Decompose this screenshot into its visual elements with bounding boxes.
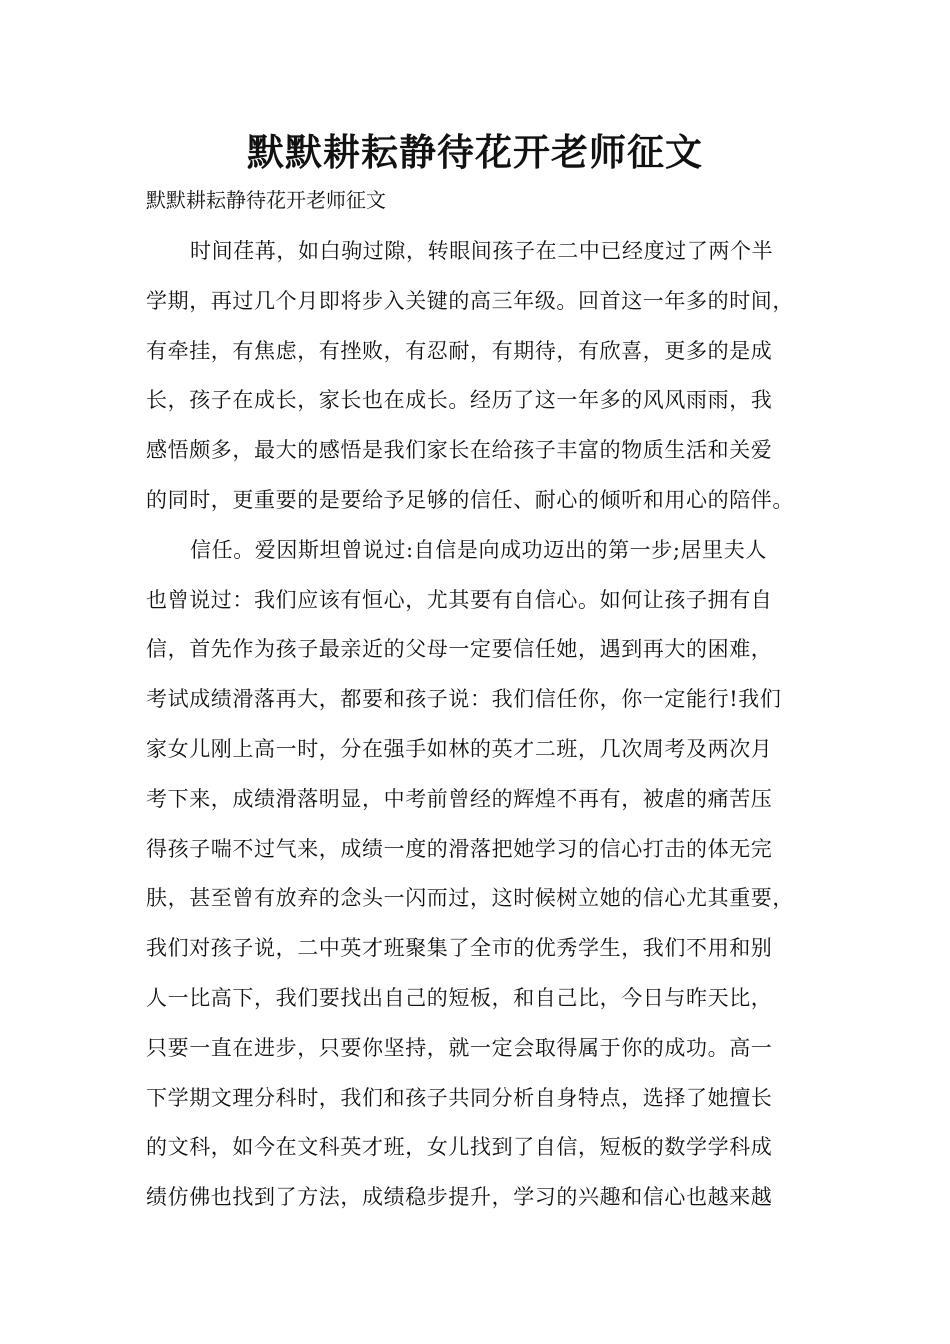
paragraph-line: 有牵挂，有焦虑，有挫败，有忍耐，有期待，有欣喜，更多的是成 — [146, 338, 773, 363]
paragraph-line: 只要一直在进步，只要你坚持，就一定会取得属于你的成功。高一 — [146, 1035, 773, 1060]
paragraph-line: 考试成绩滑落再大，都要和孩子说：我们信任你，你一定能行!我们 — [146, 687, 782, 712]
document-body — [146, 233, 826, 1229]
paragraph-line: 得孩子喘不过气来，成绩一度的滑落把她学习的信心打击的体无完 — [146, 836, 773, 861]
paragraph-line: 也曾说过：我们应该有恒心，尤其要有自信心。如何让孩子拥有自 — [146, 587, 773, 612]
paragraph-line: 学期，再过几个月即将步入关键的高三年级。回首这一年多的时间， — [146, 288, 794, 313]
paragraph-line: 家女儿刚上高一时，分在强手如林的英才二班，几次周考及两次月 — [146, 736, 773, 761]
paragraph-line: 信任。爱因斯坦曾说过:自信是向成功迈出的第一步;居里夫人 — [190, 537, 767, 562]
paragraph-line: 感悟颇多，最大的感悟是我们家长在给孩子丰富的物质生活和关爱 — [146, 438, 773, 463]
paragraph-line: 时间荏苒，如白驹过隙，转眼间孩子在二中已经度过了两个半 — [190, 239, 774, 263]
paragraph-line: 我们对孩子说，二中英才班聚集了全市的优秀学生，我们不用和别 — [146, 936, 773, 961]
paragraph-line: 绩仿佛也找到了方法，成绩稳步提升，学习的兴趣和信心也越来越 — [146, 1185, 773, 1210]
document-subtitle: 默默耕耘静待花开老师征文 — [146, 188, 386, 212]
paragraph-line: 下学期文理分科时，我们和孩子共同分析自身特点，选择了她擅长 — [146, 1085, 773, 1110]
paragraph-line: 的文科，如今在文科英才班，女儿找到了自信，短板的数学学科成 — [146, 1135, 773, 1160]
paragraph-line: 的同时，更重要的是要给予足够的信任、耐心的倾听和用心的陪伴。 — [146, 487, 794, 512]
paragraph-line: 人一比高下，我们要找出自己的短板，和自己比，今日与昨天比， — [146, 985, 773, 1010]
paragraph-line: 考下来，成绩滑落明显，中考前曾经的辉煌不再有，被虐的痛苦压 — [146, 786, 773, 811]
paragraph-line: 信，首先作为孩子最亲近的父母一定要信任她，遇到再大的困难， — [146, 637, 773, 662]
paragraph-line: 长，孩子在成长，家长也在成长。经历了这一年多的风风雨雨，我 — [146, 388, 773, 413]
paragraph-line: 肤，甚至曾有放弃的念头一闪而过，这时候树立她的信心尤其重要， — [146, 886, 794, 911]
document-title: 默默耕耘静待花开老师征文 — [247, 130, 703, 174]
